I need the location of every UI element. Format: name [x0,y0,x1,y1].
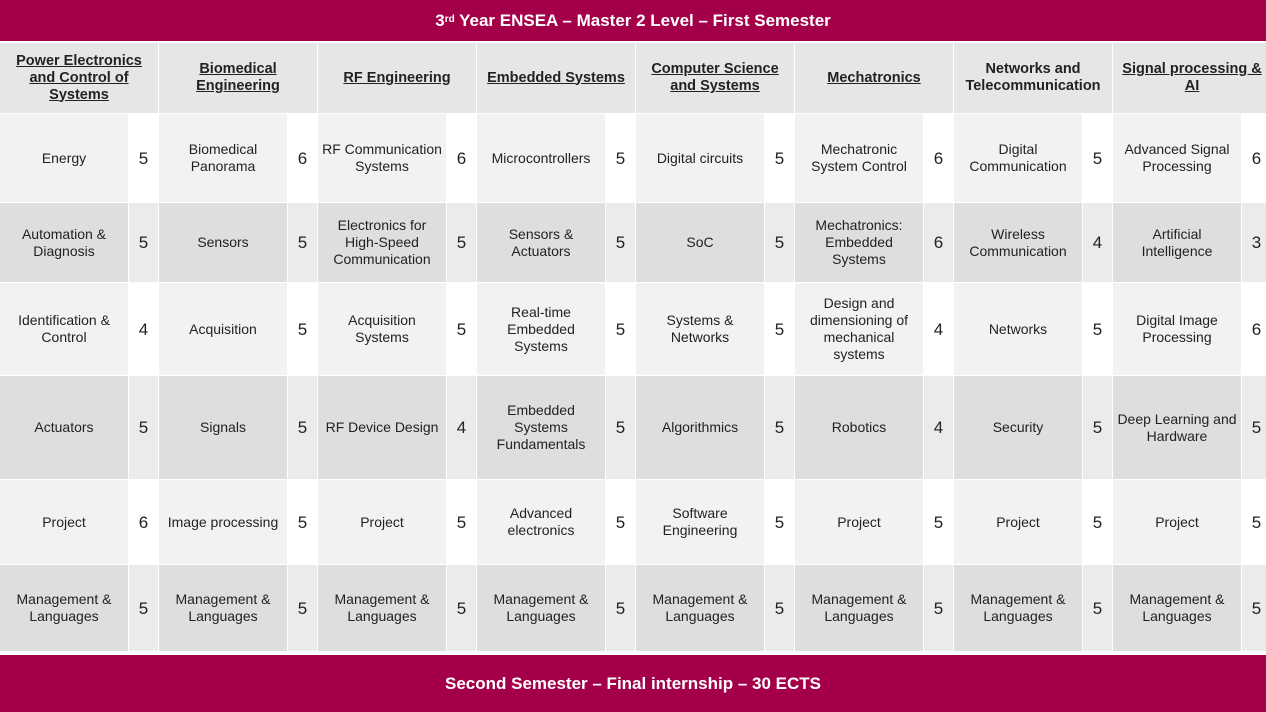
course-name: Security [954,376,1082,479]
course-name: Management & Languages [1113,565,1241,651]
course-name: Acquisition [159,283,287,375]
footer-banner [0,655,1266,712]
course-ects: 5 [765,376,794,479]
column-header-label: Signal processing & AI [1122,61,1262,94]
course-name: Software Engineering [636,480,764,564]
course-name: Management & Languages [0,565,128,651]
course-name: Microcontrollers [477,114,605,202]
column-header-label: Embedded Systems [487,69,625,86]
course-name: Signals [159,376,287,479]
course-name: Management & Languages [795,565,923,651]
course-name: Mechatronic System Control [795,114,923,202]
course-ects: 4 [924,376,953,479]
column-header [795,43,953,113]
course-name: Digital Communication [954,114,1082,202]
course-ects: 5 [606,480,635,564]
courses-table [0,43,1266,653]
course-name: Energy [0,114,128,202]
course-ects: 5 [129,114,158,202]
course-name: Management & Languages [477,565,605,651]
column-header [1113,43,1266,113]
course-name: Algorithmics [636,376,764,479]
course-name: Design and dimensioning of mechanical systems [795,283,923,375]
course-name: Electronics for High-Speed Communication [318,203,446,282]
column-header-label: RF Engineering [343,69,451,86]
course-name: Advanced Signal Processing [1113,114,1241,202]
course-ects: 6 [129,480,158,564]
course-name: RF Communication Systems [318,114,446,202]
course-ects: 5 [1083,376,1112,479]
course-name: Project [318,480,446,564]
course-name: Biomedical Panorama [159,114,287,202]
course-name: Project [0,480,128,564]
course-ects: 5 [288,480,317,564]
course-name: Robotics [795,376,923,479]
course-ects: 5 [288,376,317,479]
course-ects: 5 [765,114,794,202]
course-ects: 5 [1083,480,1112,564]
column-header-label: Mechatronics [827,69,921,86]
course-name: Networks [954,283,1082,375]
course-name: Real-time Embedded Systems [477,283,605,375]
course-ects: 5 [447,565,476,651]
column-header [477,43,635,113]
title-ordinal-suffix: rd [444,14,455,25]
course-ects: 5 [447,283,476,375]
column-header-label: Networks and Telecommunication [965,61,1101,94]
course-ects: 4 [447,376,476,479]
course-ects: 6 [288,114,317,202]
column-header [0,43,158,113]
course-ects: 5 [288,565,317,651]
course-ects: 5 [765,203,794,282]
column-header [954,43,1112,113]
course-ects: 6 [1242,283,1266,375]
course-name: Management & Languages [318,565,446,651]
column-header [318,43,476,113]
footer-text: Second Semester – Final internship – 30 ECTS [444,673,821,693]
title-text: Year ENSEA – Master 2 Level – First Semester [454,10,831,30]
course-name: Project [1113,480,1241,564]
course-ects: 6 [924,203,953,282]
course-name: Deep Learning and Hardware [1113,376,1241,479]
course-ects: 5 [129,203,158,282]
course-name: Systems & Networks [636,283,764,375]
course-ects: 6 [447,114,476,202]
course-name: Digital circuits [636,114,764,202]
course-name: Mechatronics: Embedded Systems [795,203,923,282]
course-name: Identification & Control [0,283,128,375]
course-name: Project [795,480,923,564]
course-name: Sensors & Actuators [477,203,605,282]
course-ects: 5 [606,114,635,202]
course-name: Embedded Systems Fundamentals [477,376,605,479]
course-ects: 5 [765,565,794,651]
course-ects: 5 [1242,480,1266,564]
course-ects: 5 [1083,565,1112,651]
course-ects: 5 [765,283,794,375]
course-ects: 5 [1242,376,1266,479]
column-header-label: Biomedical Engineering [196,61,280,94]
column-header-label: Computer Science and Systems [651,61,779,94]
course-name: Automation & Diagnosis [0,203,128,282]
course-name: Artificial Intelligence [1113,203,1241,282]
title-banner [0,0,1266,41]
course-name: Management & Languages [636,565,764,651]
course-ects: 4 [129,283,158,375]
course-ects: 5 [924,480,953,564]
course-ects: 3 [1242,203,1266,282]
course-ects: 6 [924,114,953,202]
course-ects: 5 [606,283,635,375]
course-ects: 5 [447,480,476,564]
course-ects: 5 [1242,565,1266,651]
course-name: Management & Languages [159,565,287,651]
course-name: Sensors [159,203,287,282]
course-name: Project [954,480,1082,564]
course-ects: 5 [606,565,635,651]
course-name: RF Device Design [318,376,446,479]
course-ects: 5 [606,203,635,282]
course-ects: 4 [924,283,953,375]
course-name: Acquisition Systems [318,283,446,375]
course-ects: 5 [606,376,635,479]
course-ects: 5 [1083,283,1112,375]
column-header [636,43,794,113]
course-ects: 5 [447,203,476,282]
course-ects: 5 [129,565,158,651]
course-name: Image processing [159,480,287,564]
course-ects: 5 [924,565,953,651]
course-ects: 5 [1083,114,1112,202]
course-name: Management & Languages [954,565,1082,651]
course-ects: 4 [1083,203,1112,282]
column-header [159,43,317,113]
course-ects: 5 [288,203,317,282]
title-year-number: 3 [435,10,445,30]
course-ects: 5 [129,376,158,479]
course-name: Advanced electronics [477,480,605,564]
course-ects: 6 [1242,114,1266,202]
course-name: SoC [636,203,764,282]
course-ects: 5 [765,480,794,564]
course-name: Actuators [0,376,128,479]
course-ects: 5 [288,283,317,375]
course-name: Digital Image Processing [1113,283,1241,375]
column-header-label: Power Electronics and Control of Systems [16,52,142,103]
course-name: Wireless Communication [954,203,1082,282]
